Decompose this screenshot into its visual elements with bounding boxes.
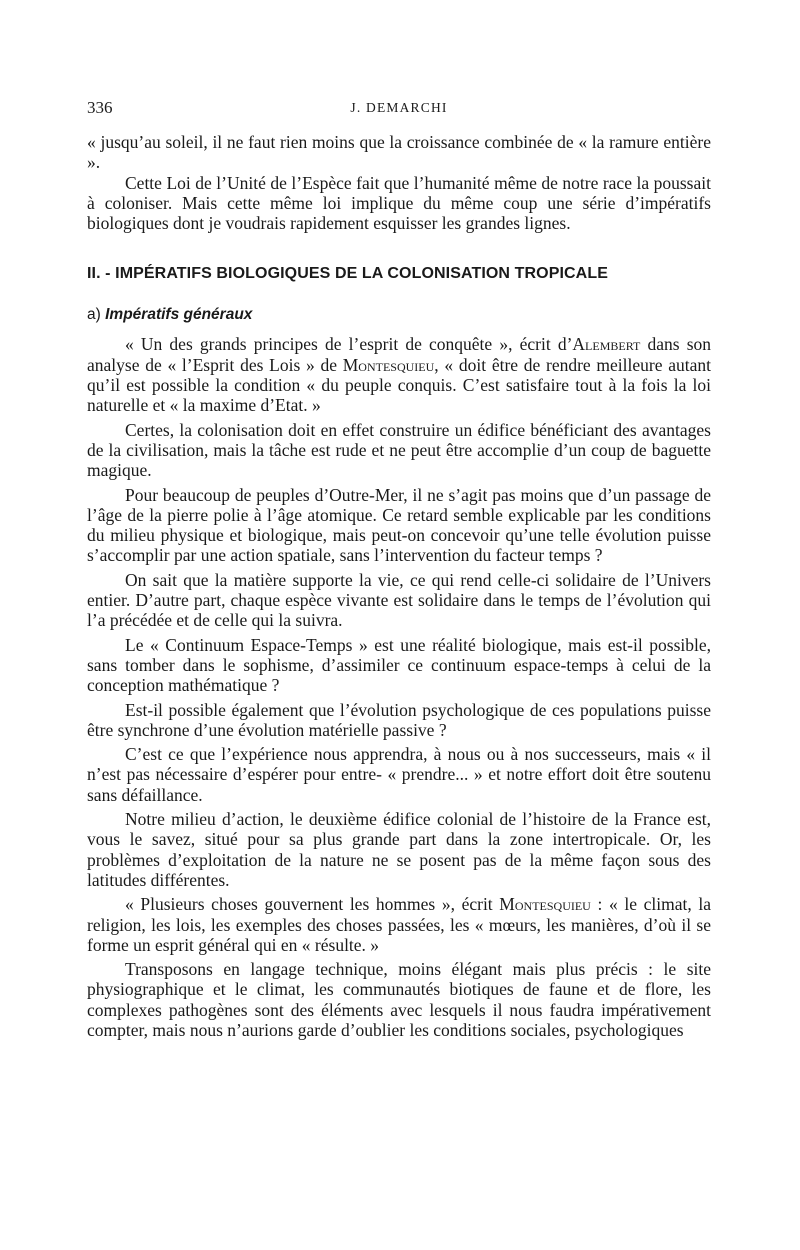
paragraph-intro-quote: « jusqu’au soleil, il ne faut rien moins que la croissance combinée de « la ramure entière ».	[87, 132, 711, 173]
subsection-heading	[87, 305, 711, 325]
paragraph-matiere: On sait que la matière supporte la vie, ce qui rend celle-ci solidaire de l’Univers entier. D’autre part, chaque espèce vivante est solidaire dans le temps de l’évolution qui l’a précédée et de celle qui la suivra.	[87, 569, 711, 631]
section-heading	[87, 264, 711, 284]
alembert-text-2: dans son analyse de « l’Esprit des Lois » de	[87, 334, 712, 375]
subsection-title: Impératifs généraux	[105, 306, 253, 324]
montesquieu-text-1: « Plusieurs choses gouvernent les hommes », écrit	[125, 894, 500, 915]
author-name-montesquieu-2: Montesquieu	[499, 894, 591, 915]
paragraph-milieu: Notre milieu d’action, le deuxième édifice colonial de l’histoire de la France est, vous le savez, situé pour sa plus grande part dans la zone intertropicale. Or, les problèmes d’exploitation de la nature ne se posent pas de la même façon sous des latitudes différentes.	[87, 809, 711, 890]
author-header: J. DEMARCHI	[350, 100, 448, 115]
section-number: II. -	[87, 265, 111, 283]
paragraph-montesquieu	[87, 894, 711, 955]
paragraph-peuples: Pour beaucoup de peuples d’Outre-Mer, il ne s’agit pas moins que d’un passage de l’âge de la pierre polie à l’âge atomique. Ce retard semble explicable par les conditions du milieu physique et biologique, mais peut-on concevoir qu’une telle évolution puisse s’accomplir par une action spatiale, sans l’intervention du facteur temps ?	[87, 484, 711, 566]
subsection-letter: a)	[87, 306, 101, 324]
paragraph-certes: Certes, la colonisation doit en effet construire un édifice bénéficiant des avantages de la civilisation, mais la tâche est rude et ne peut être accomplie d’un coup de baguette magique.	[87, 419, 711, 481]
paragraph-alembert	[87, 334, 711, 415]
paragraph-continuum: Le « Continuum Espace-Temps » est une réalité biologique, mais est-il possible, sans tomber dans le sophisme, d’assimiler ce continuum espace-temps à celui de la conception mathématique ?	[87, 634, 711, 696]
author-name-alembert: Alembert	[572, 334, 641, 355]
paragraph-transposons: Transposons en langage technique, moins élégant mais plus précis : le site physiographique et le climat, les communautés biotiques de faune et de flore, les complexes pathogènes sont des éléments avec lesquels il nous faudra impérativement compter, mais nous n’aurions garde d’oublier les conditions sociales, psychologiques	[87, 959, 711, 1040]
paragraph-experience: C’est ce que l’expérience nous apprendra, à nous ou à nos successeurs, mais « il n’est pas nécessaire d’espérer pour entre- « prendre... » et notre effort doit être soutenu sans défaillance.	[87, 744, 711, 805]
paragraph-loi-unite: Cette Loi de l’Unité de l’Espèce fait que l’humanité même de notre race la poussait à coloniser. Mais cette même loi implique du même coup une série d’impératifs biologiques dont je voudrais rapidement esquisser les grandes lignes.	[87, 172, 711, 234]
document-page	[87, 96, 711, 1040]
running-header	[87, 96, 711, 120]
section-title: IMPÉRATIFS BIOLOGIQUES DE LA COLONISATION TROPICALE	[115, 265, 608, 283]
paragraph-evolution: Est-il possible également que l’évolution psychologique de ces populations puisse être synchrone d’une évolution matérielle passive ?	[87, 699, 711, 740]
alembert-text-3: , « doit être de rendre meilleure autant qu’il est possible la condition « du peuple conquis. C’est satisfaire tout à la fois la loi naturelle et « la maxime d’Etat. »	[87, 354, 711, 416]
alembert-text-1: « Un des grands principes de l’esprit de conquête », écrit d’	[125, 334, 573, 355]
author-name-montesquieu: Montesquieu	[342, 354, 435, 375]
page-number: 336	[87, 98, 113, 117]
montesquieu-text-2: : « le climat, la religion, les lois, les exemples des choses passées, les « mœurs, les manières, d’où il se forme un esprit général qui en « résulte. »	[87, 894, 711, 955]
